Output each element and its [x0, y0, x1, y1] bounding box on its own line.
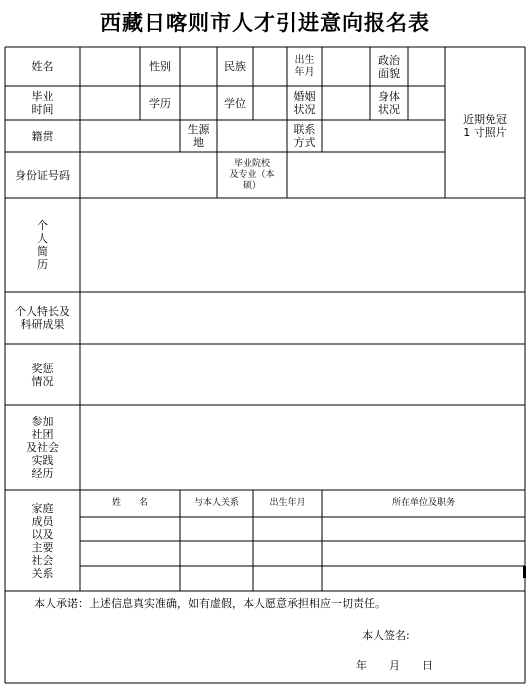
label-degree: 学位 — [224, 96, 246, 110]
label-contact: 联系 方式 — [293, 123, 316, 149]
label-political-status: 政治 面貌 — [378, 53, 400, 80]
label-gender: 性别 — [149, 60, 171, 73]
label-awards: 奖惩 情况 — [31, 361, 54, 388]
label-specialty: 个人特长及 科研成果 — [15, 305, 70, 331]
label-name: 姓名 — [31, 60, 54, 73]
date-label: 年 月 日 — [356, 659, 433, 672]
label-social-practice: 参加 社团 及社会 实践 经历 — [26, 415, 59, 480]
form-title: 西藏日喀则市人才引进意向报名表 — [100, 10, 430, 35]
label-school-major: 毕业院校 及专业（本 硕） — [229, 158, 275, 191]
label-marital-status: 婚姻 状况 — [293, 90, 316, 116]
label-ethnicity: 民族 — [224, 60, 246, 73]
family-header-name: 姓 名 — [111, 498, 148, 508]
label-origin: 生源 地 — [187, 123, 210, 149]
text-cursor — [523, 566, 526, 578]
signature-label: 本人签名: — [362, 629, 410, 642]
label-health-status: 身体 状况 — [378, 90, 400, 116]
label-birth-date: 出生 年月 — [294, 54, 315, 78]
family-header-birth: 出生年月 — [269, 498, 306, 508]
family-header-employer: 所在单位及职务 — [391, 498, 455, 508]
label-photo: 近期免冠 1 寸照片 — [463, 113, 507, 139]
family-header-relation: 与本人关系 — [193, 498, 239, 508]
label-id-number: 身份证号码 — [15, 168, 70, 182]
label-resume: 个 人 简 历 — [37, 219, 48, 271]
pledge-text: 本人承诺：上述信息真实准确，如有虚假，本人愿意承担相应一切责任。 — [34, 597, 386, 610]
label-graduation-time: 毕业 时间 — [31, 90, 54, 116]
label-native-place: 籍贯 — [31, 129, 54, 143]
label-family: 家庭 成员 以及 主要 社会 关系 — [31, 501, 54, 580]
label-education: 学历 — [149, 96, 171, 110]
